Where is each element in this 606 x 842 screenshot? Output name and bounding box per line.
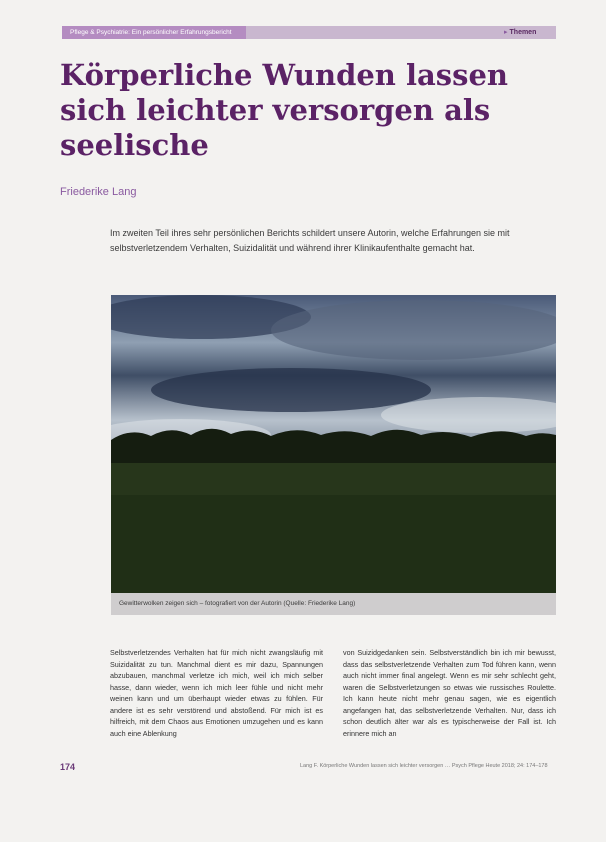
topic-label — [504, 26, 536, 39]
section-label: Pflege & Psychiatrie: Ein persönlicher Erfahrungsbericht — [62, 26, 246, 39]
body-column-2: von Suizidgedanken sein. Selbstverständlich bin ich mir bewusst, dass das selbstverletzende Verhalten zum Tod führen kann, wenn auch nicht immer final angelegt. Wenn es mir sehr schlecht geht, waren die Selbstverletzungen so etwas wie russisches Roulette. Ich kann heute nicht mehr genau sagen, wie es eigentlich angefangen hat, das selbstverletzende Verhalten. Nur, dass ich schon deutlich älter war als es typischerweise der Fall ist. Ich erinnere mich an — [343, 648, 556, 738]
page-number: 174 — [60, 762, 76, 772]
article-lead: Im zweiten Teil ihres sehr persönlichen Berichts schildert unsere Autorin, welche Erfahrungen sie mit selbstverletzendem Verhalten, Suizidalität und während ihrer Klinikaufenthalte gemacht hat. — [110, 228, 510, 253]
author-name: Friederike Lang — [60, 186, 137, 198]
article-title: Körperliche Wunden lassen sich leichter versorgen als seelische — [60, 58, 508, 162]
landscape-photo — [111, 295, 556, 593]
photo-caption: Gewitterwolken zeigen sich – fotografiert von der Autorin (Quelle: Friederike Lang) — [111, 593, 556, 615]
arrow-right-icon: ▸ — [504, 29, 508, 36]
topic-text: Themen — [509, 29, 537, 36]
landscape-photo-graphic — [111, 295, 556, 593]
footer-reference: Lang F. Körperliche Wunden lassen sich leichter versorgen … Psych Pflege Heute 2018; 24: 174–178 — [300, 763, 548, 769]
body-column-1: Selbstverletzendes Verhalten hat für mich nicht zwangsläufig mit Suizidalität zu tun. Manchmal dient es mir dazu, Spannungen abzubauen, manchmal verletze ich mich, weil ich mich selber hasse, dann wieder, wenn ich mich leer fühle und nicht mehr weinen kann und um überhaupt wieder etwas zu fühlen. Für andere ist es sehr verstörend und abstoßend. Für mich ist es hilfreich, mit dem Chaos aus Emotionen umzugehen und es kann auch eine Ablenkung — [110, 648, 323, 738]
